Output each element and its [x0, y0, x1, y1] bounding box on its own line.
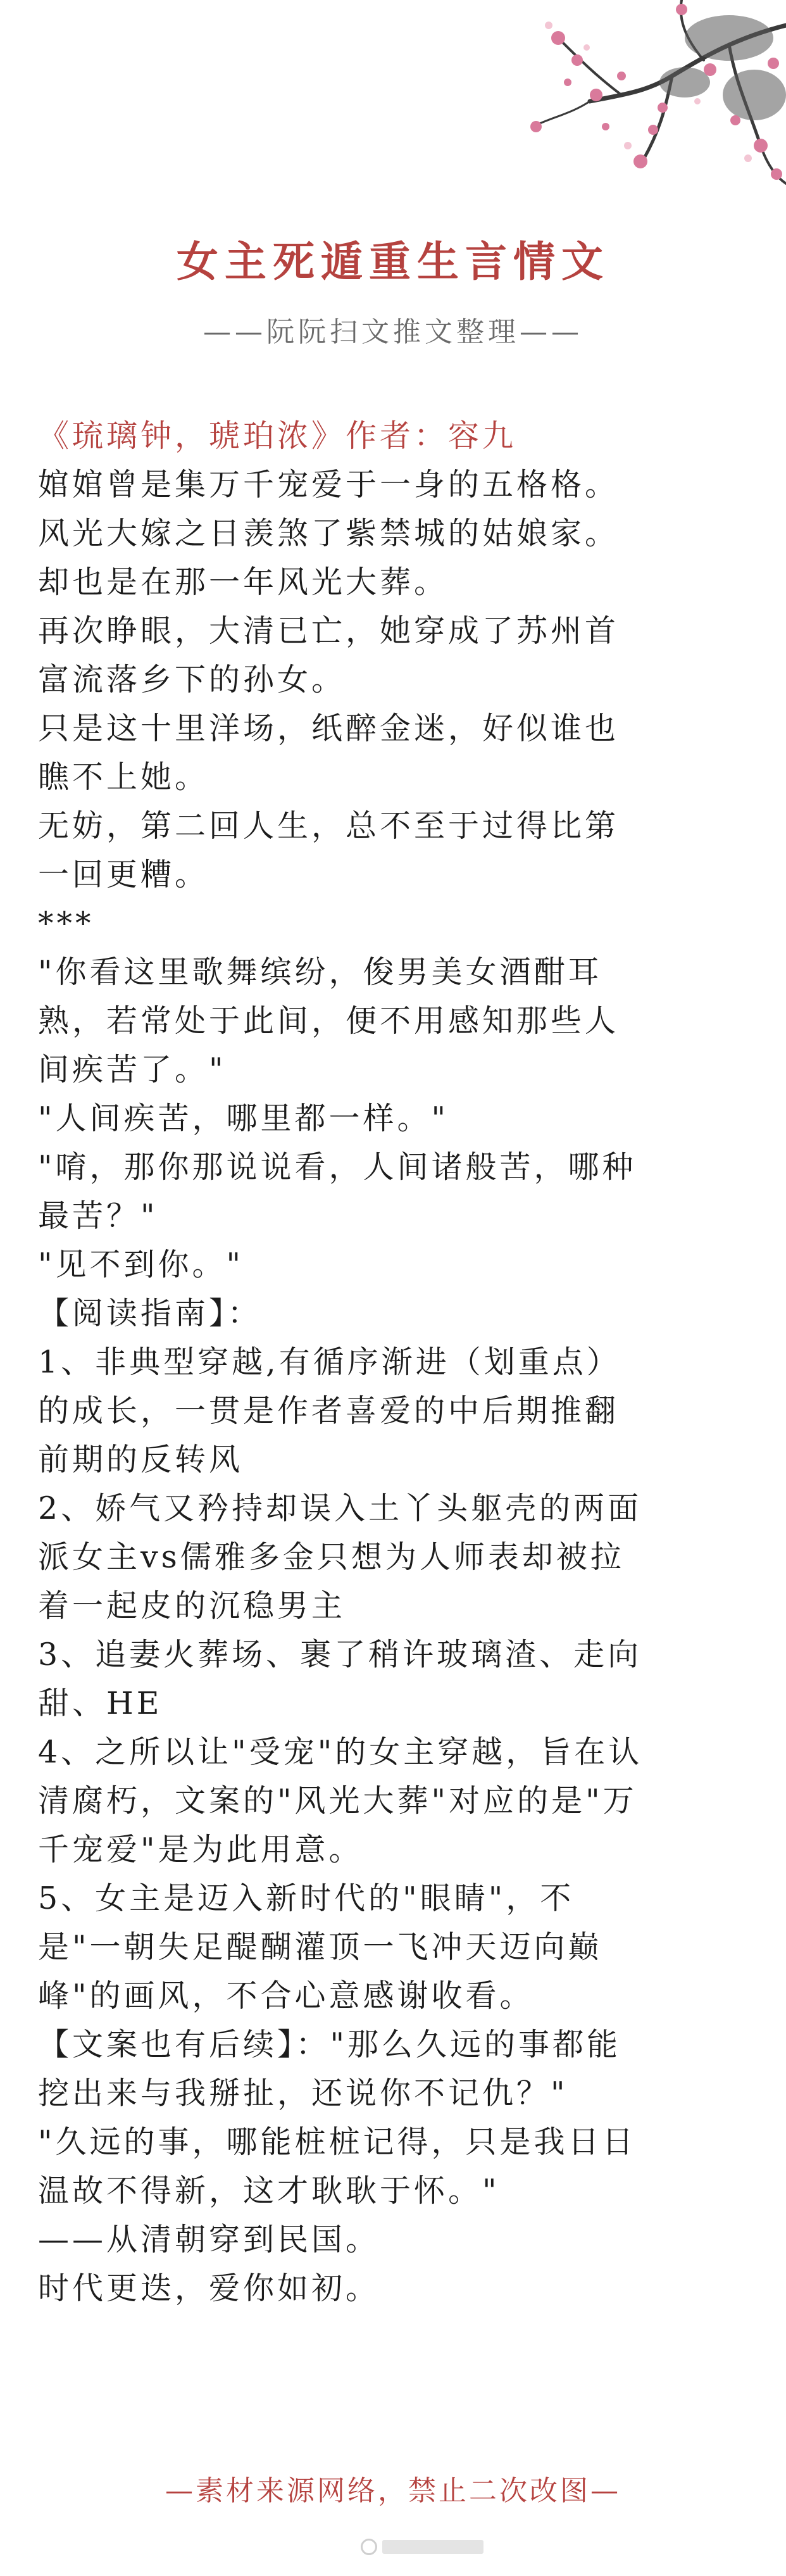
source-notice: —素材来源网络，禁止二次改图—: [165, 2475, 621, 2507]
text-line: 瞧不上她。: [38, 759, 209, 795]
text-line: 甜、HE: [38, 1685, 163, 1721]
text-line: 【文案也有后续】："那么久远的事都能: [38, 2026, 621, 2063]
text-line: 【阅读指南】：: [38, 1295, 262, 1331]
page-title: 女主死遁重生言情文: [177, 237, 609, 286]
text-line: 风光大嫁之日羡煞了紫禁城的姑娘家。: [38, 515, 620, 551]
text-line: 5、女主是迈入新时代的"眼睛"，不: [38, 1880, 575, 1916]
book-heading: 《琉璃钟，琥珀浓》作者：容九: [38, 418, 517, 454]
text-line: 只是这十里洋场，纸醉金迷，好似谁也: [38, 710, 620, 746]
plum-blossom-decoration: [432, 0, 786, 190]
text-line: 婠婠曾是集万千宠爱于一身的五格格。: [38, 467, 620, 503]
text-line: "见不到你。": [38, 1247, 244, 1283]
text-line: 的成长，一贯是作者喜爱的中后期推翻: [38, 1393, 620, 1429]
text-line: 着一起皮的沉稳男主: [38, 1588, 346, 1624]
text-line: "你看这里歌舞缤纷，俊男美女酒酣耳: [38, 954, 602, 990]
watermark-text-blur: [382, 2540, 483, 2554]
text-line: 挖出来与我掰扯，还说你不记仇？": [38, 2075, 568, 2111]
text-line: "人间疾苦，哪里都一样。": [38, 1100, 449, 1136]
page-subtitle: ——阮阮扫文推文整理——: [203, 316, 583, 348]
text-line: 再次睁眼，大清已亡，她穿成了苏州首: [38, 613, 620, 649]
text-line: 最苦？": [38, 1198, 158, 1234]
text-line: 2、娇气又矜持却误入土丫头躯壳的两面: [38, 1490, 642, 1526]
text-line: 1、非典型穿越,有循序渐进（划重点）: [38, 1344, 621, 1380]
text-line: 千宠爱"是为此用意。: [38, 1831, 363, 1868]
text-line: 3、追妻火葬场、裹了稍许玻璃渣、走向: [38, 1637, 642, 1673]
text-line: 无妨，第二回人生，总不至于过得比第: [38, 808, 620, 844]
text-line: 4、之所以让"受宠"的女主穿越，旨在认: [38, 1734, 643, 1770]
text-line: 前期的反转风: [38, 1442, 244, 1478]
text-line: "久远的事，哪能桩桩记得，只是我日日: [38, 2124, 637, 2160]
text-line: 温故不得新，这才耿耿于怀。": [38, 2173, 500, 2209]
text-line: ——从清朝穿到民国。: [38, 2221, 380, 2258]
book-description: [38, 460, 753, 2313]
text-line: 一回更糟。: [38, 857, 209, 893]
text-line: 派女主vs儒雅多金只想为人师表却被拉: [38, 1539, 625, 1575]
text-line: 间疾苦了。": [38, 1052, 227, 1088]
text-line: 峰"的画风，不合心意感谢收看。: [38, 1978, 534, 2014]
text-line: 熟，若常处于此间，便不用感知那些人: [38, 1003, 620, 1039]
weibo-logo-icon: [361, 2539, 377, 2555]
text-line: 是"一朝失足醍醐灌顶一飞冲天迈向巅: [38, 1929, 602, 1965]
text-line: 时代更迭，爱你如初。: [38, 2270, 380, 2306]
watermark: [361, 2537, 487, 2556]
text-line: 清腐朽，文案的"风光大葬"对应的是"万: [38, 1783, 637, 1819]
text-line: ***: [38, 905, 94, 941]
book-recommendation: [38, 412, 753, 2313]
text-line: 富流落乡下的孙女。: [38, 662, 346, 698]
text-line: 却也是在那一年风光大葬。: [38, 564, 449, 600]
text-line: "唷，那你那说说看，人间诸般苦，哪种: [38, 1149, 637, 1185]
